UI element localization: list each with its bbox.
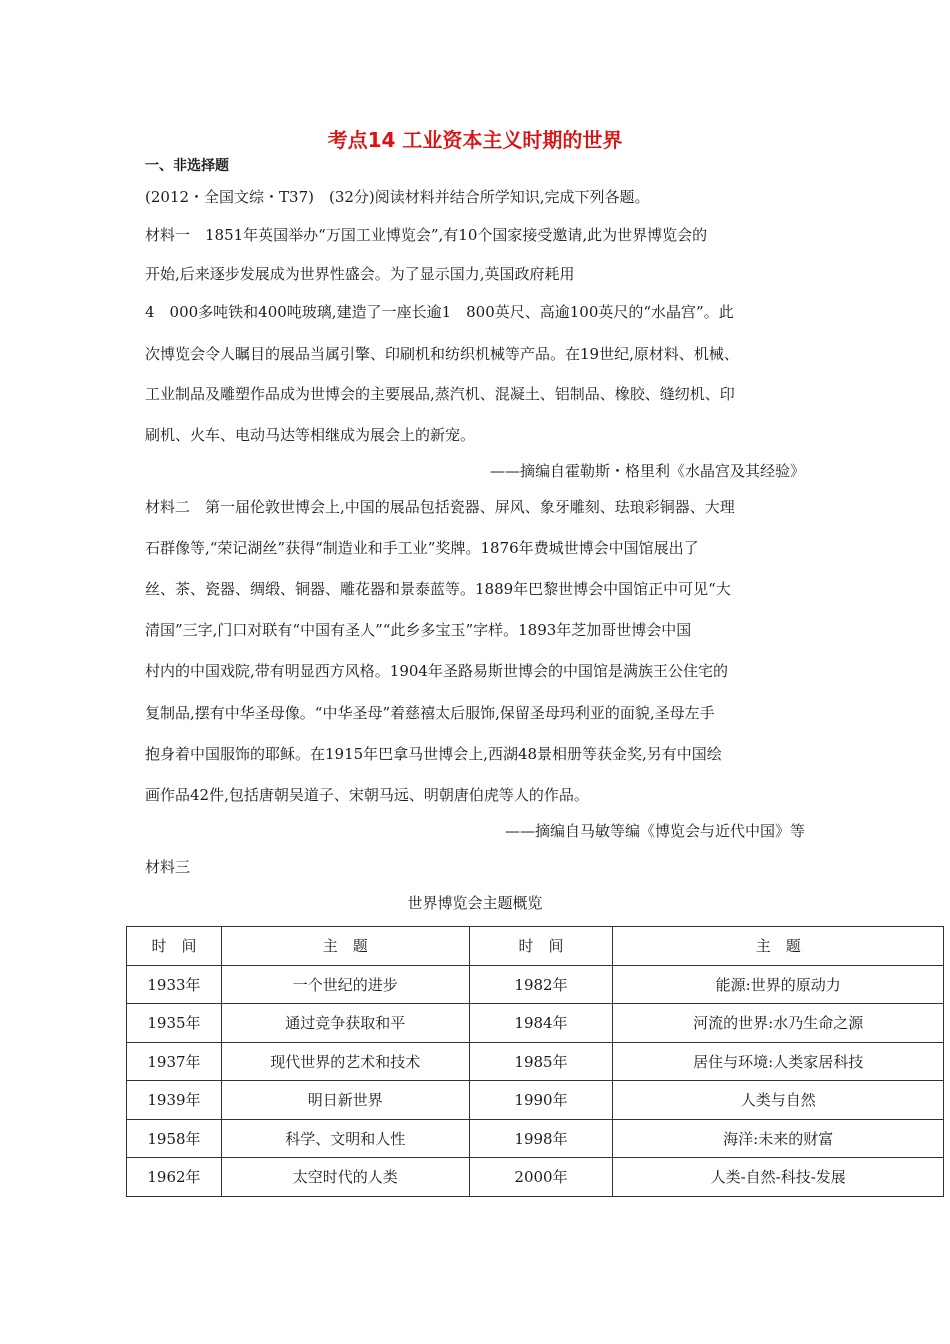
material2-line: 抱身着中国服饰的耶稣。在1915年巴拿马世博会上,西湖48景相册等获金奖,另有中国绘 xyxy=(145,745,722,763)
material2-line: 丝、茶、瓷器、绸缎、铜器、雕花器和景泰蓝等。1889年巴黎世博会中国馆正中可见“大 xyxy=(145,580,731,598)
material2-line: 复制品,摆有中华圣母像。“中华圣母”着慈禧太后服饰,保留圣母玛利亚的面貌,圣母左手 xyxy=(145,704,715,722)
table-cell: 1990年 xyxy=(469,1081,613,1120)
table-header-cell: 主 题 xyxy=(613,927,944,966)
table-cell: 1935年 xyxy=(127,1004,222,1043)
question-intro: (2012・全国文综・T37) (32分)阅读材料并结合所学知识,完成下列各题。 xyxy=(145,188,650,206)
table-cell: 1962年 xyxy=(127,1158,222,1197)
table-row xyxy=(127,1081,944,1120)
table-cell: 人类-自然-科技-发展 xyxy=(613,1158,944,1197)
table-cell: 2000年 xyxy=(469,1158,613,1197)
table-row xyxy=(127,1004,944,1043)
table-cell: 1939年 xyxy=(127,1081,222,1120)
table-cell: 1958年 xyxy=(127,1119,222,1158)
table-cell: 通过竞争获取和平 xyxy=(221,1004,469,1043)
material2-line: 画作品42件,包括唐朝吴道子、宋朝马远、明朝唐伯虎等人的作品。 xyxy=(145,786,589,804)
table-header-row xyxy=(127,927,944,966)
table-cell: 太空时代的人类 xyxy=(221,1158,469,1197)
material1-line: 次博览会令人瞩目的展品当属引擎、印刷机和纺织机械等产品。在19世纪,原材料、机械、 xyxy=(145,345,739,363)
material2-line: 材料二 第一届伦敦世博会上,中国的展品包括瓷器、屏风、象牙雕刻、珐琅彩铜器、大理 xyxy=(145,498,735,516)
table-cell: 1984年 xyxy=(469,1004,613,1043)
table-row xyxy=(127,1158,944,1197)
table-header-cell: 主 题 xyxy=(221,927,469,966)
material2-line: 清国”三字,门口对联有“中国有圣人”“此乡多宝玉”字样。1893年芝加哥世博会中国 xyxy=(145,621,692,639)
table-cell: 人类与自然 xyxy=(613,1081,944,1120)
material1-source: ——摘编自霍勒斯・格里利《水晶宫及其经验》 xyxy=(489,462,805,480)
material1-line: 开始,后来逐步发展成为世界性盛会。为了显示国力,英国政府耗用 xyxy=(145,265,575,283)
material1-line: 工业制品及雕塑作品成为世博会的主要展品,蒸汽机、混凝土、铝制品、橡胶、缝纫机、印 xyxy=(145,385,735,403)
table-cell: 科学、文明和人性 xyxy=(221,1119,469,1158)
table-cell: 河流的世界:水乃生命之源 xyxy=(613,1004,944,1043)
table-cell: 1998年 xyxy=(469,1119,613,1158)
table-cell: 1937年 xyxy=(127,1042,222,1081)
material2-line: 村内的中国戏院,带有明显西方风格。1904年圣路易斯世博会的中国馆是满族王公住宅的 xyxy=(145,662,728,680)
material1-line: 材料一 1851年英国举办“万国工业博览会”,有10个国家接受邀请,此为世界博览会的 xyxy=(145,226,708,244)
material1-line: 4 000多吨铁和400吨玻璃,建造了一座长逾1 800英尺、高逾100英尺的“水晶宫”。此 xyxy=(145,303,734,321)
material2-line: 石群像等,“荣记湖丝”获得“制造业和手工业”奖牌。1876年费城世博会中国馆展出了 xyxy=(145,539,699,557)
table-cell: 明日新世界 xyxy=(221,1081,469,1120)
expo-theme-table xyxy=(126,926,944,1197)
table-cell: 1985年 xyxy=(469,1042,613,1081)
table-cell: 居住与环境:人类家居科技 xyxy=(613,1042,944,1081)
material1-line: 刷机、火车、电动马达等相继成为展会上的新宠。 xyxy=(145,426,476,444)
material3-label: 材料三 xyxy=(145,858,191,876)
material2-source: ——摘编自马敏等编《博览会与近代中国》等 xyxy=(504,822,805,840)
section-heading: 一、非选择题 xyxy=(145,158,229,174)
table-cell: 现代世界的艺术和技术 xyxy=(221,1042,469,1081)
table-cell: 1982年 xyxy=(469,965,613,1004)
table-header-cell: 时 间 xyxy=(469,927,613,966)
table-cell: 一个世纪的进步 xyxy=(221,965,469,1004)
page-title: 考点14 工业资本主义时期的世界 xyxy=(327,128,623,152)
table-row xyxy=(127,1042,944,1081)
table-cell: 能源:世界的原动力 xyxy=(613,965,944,1004)
table-header-cell: 时 间 xyxy=(127,927,222,966)
table-row xyxy=(127,965,944,1004)
table-caption: 世界博览会主题概览 xyxy=(407,894,543,912)
table-row xyxy=(127,1119,944,1158)
table-cell: 海洋:未来的财富 xyxy=(613,1119,944,1158)
table-cell: 1933年 xyxy=(127,965,222,1004)
